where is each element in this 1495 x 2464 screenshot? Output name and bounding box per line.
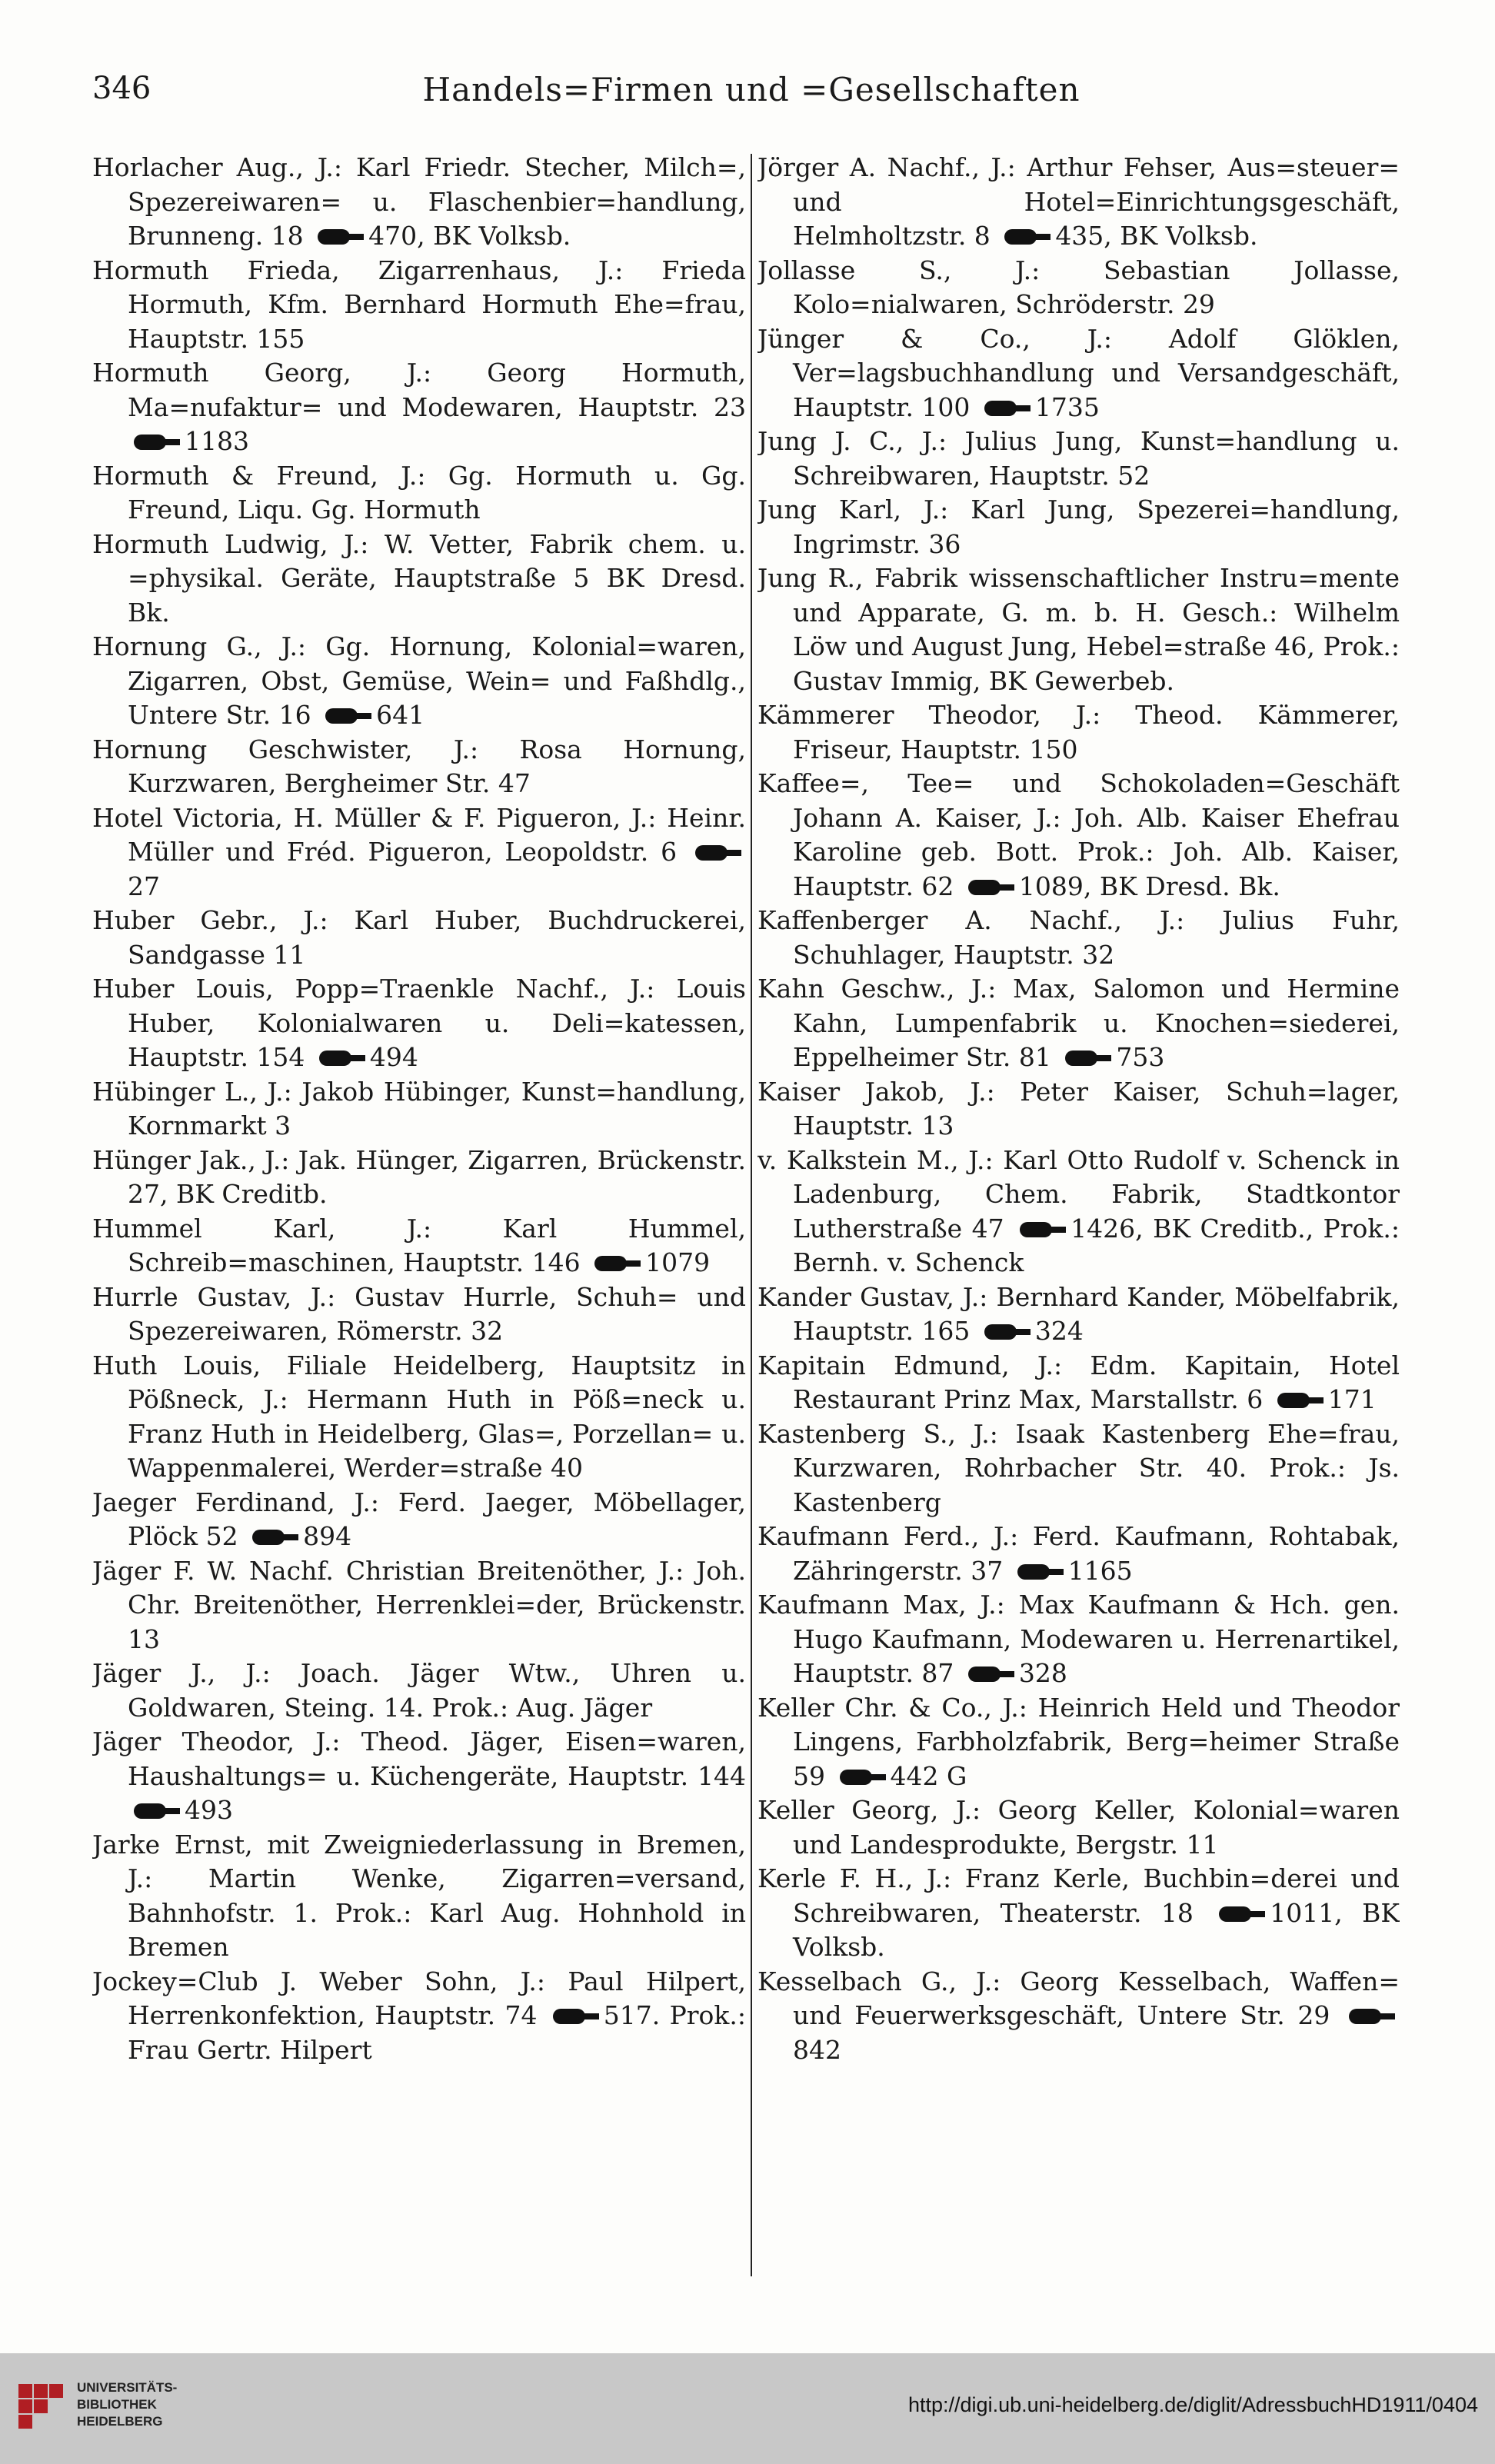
entry-text: Hormuth & Freund, J.: Gg. Hormuth u. Gg. Freund, Liqu. Gg. Hormuth xyxy=(92,460,746,524)
telephone-icon xyxy=(316,1048,367,1068)
phone-number: 27 xyxy=(128,871,160,901)
entry-text: Jünger & Co., J.: Adolf Glöklen, Ver=lagsbuchhandlung und Versandgeschäft, Hauptstr. 100 xyxy=(757,323,1400,422)
library-name xyxy=(77,2379,177,2430)
directory-entry xyxy=(757,1280,1400,1349)
entry-text: Jung J. C., J.: Julius Jung, Kunst=handlung u. Schreibwaren, Hauptstr. 52 xyxy=(757,426,1400,491)
directory-entry xyxy=(92,972,746,1075)
telephone-icon xyxy=(1062,1048,1113,1068)
directory-entry xyxy=(92,733,746,801)
directory-entry xyxy=(757,698,1400,767)
directory-entry xyxy=(92,356,746,459)
directory-entry xyxy=(92,1144,746,1212)
entry-text: Jörger A. Nachf., J.: Arthur Fehser, Aus=steuer= und Hotel=Einrichtungsgeschäft, Helmholtzstr. 8 xyxy=(757,152,1400,251)
directory-entry xyxy=(757,561,1400,698)
entry-text: Kaiser Jakob, J.: Peter Kaiser, Schuh=lager, Hauptstr. 13 xyxy=(757,1076,1400,1140)
phone-number: 324 xyxy=(1034,1316,1084,1346)
left-column xyxy=(92,151,746,2289)
library-name-line: HEIDELBERG xyxy=(77,2414,163,2429)
telephone-icon xyxy=(591,1254,642,1274)
entry-text: Hornung G., J.: Gg. Hornung, Kolonial=waren, Zigarren, Obst, Gemüse, Wein= und Faßhdlg., Untere Str. 16 xyxy=(92,631,746,730)
directory-entry xyxy=(757,1862,1400,1965)
directory-entry xyxy=(757,1793,1400,1862)
directory-entry xyxy=(92,904,746,972)
entry-text: Keller Georg, J.: Georg Keller, Kolonial=waren und Landesprodukte, Bergstr. 11 xyxy=(757,1795,1400,1860)
entry-text: Jollasse S., J.: Sebastian Jollasse, Kolo=nialwaren, Schröderstr. 29 xyxy=(757,255,1400,319)
phone-number: 517. xyxy=(603,2000,661,2030)
entry-text-continued: BK Creditb., Prok.: Bernh. v. Schenck xyxy=(793,1213,1400,1277)
phone-number: 641 xyxy=(376,700,425,730)
entry-text: Hotel Victoria, H. Müller & F. Pigueron, J.: Heinr. Müller und Fréd. Pigueron, Leopoldstr. 6 xyxy=(92,802,746,867)
directory-entry xyxy=(92,1349,746,1486)
entry-text: Kaufmann Max, J.: Max Kaufmann & Hch. gen. Hugo Kaufmann, Modewaren u. Herrenartikel, Hauptstr. 87 xyxy=(757,1590,1400,1688)
entry-text: Hornung Geschwister, J.: Rosa Hornung, Kurzwaren, Bergheimer Str. 47 xyxy=(92,734,746,798)
entry-text: Kaufmann Ferd., J.: Ferd. Kaufmann, Rohtabak, Zähringerstr. 37 xyxy=(757,1521,1400,1586)
entry-text: Kerle F. H., J.: Franz Kerle, Buchbin=derei und Schreibwaren, Theaterstr. 18 xyxy=(757,1863,1400,1928)
telephone-icon xyxy=(981,398,1032,418)
phone-number: 1735 xyxy=(1034,391,1100,422)
directory-entry xyxy=(757,1588,1400,1691)
entry-text: Kesselbach G., J.: Georg Kesselbach, Waffen= und Feuerwerksgeschäft, Untere Str. 29 xyxy=(757,1966,1400,2030)
directory-entry xyxy=(92,1965,746,2068)
page-header xyxy=(85,68,1418,117)
telephone-icon xyxy=(315,227,365,247)
entry-text: Hübinger L., J.: Jakob Hübinger, Kunst=handlung, Kornmarkt 3 xyxy=(92,1076,746,1140)
directory-entry xyxy=(757,904,1400,972)
right-column xyxy=(757,151,1400,2289)
directory-entry xyxy=(92,1657,746,1725)
telephone-icon xyxy=(322,706,373,726)
directory-entry xyxy=(757,1520,1400,1588)
running-title: Handels=Firmen und =Gesellschaften xyxy=(422,71,1080,108)
telephone-icon xyxy=(965,1664,1016,1684)
directory-entry xyxy=(92,1828,746,1965)
directory-entry xyxy=(92,1075,746,1144)
column-divider xyxy=(751,154,752,2276)
directory-entry xyxy=(92,1725,746,1828)
telephone-icon xyxy=(1216,1904,1267,1924)
telephone-icon xyxy=(981,1322,1032,1342)
entry-text: Jäger F. W. Nachf. Christian Breitenöther, J.: Joh. Chr. Breitenöther, Herrenklei=der, Brückenstr. 13 xyxy=(92,1555,746,1654)
directory-entry xyxy=(757,1691,1400,1794)
footer-bar xyxy=(0,2353,1495,2464)
directory-entry xyxy=(92,1212,746,1280)
telephone-icon xyxy=(1014,1562,1065,1582)
library-name-line: BIBLIOTHEK xyxy=(77,2397,157,2412)
directory-entry xyxy=(757,1144,1400,1280)
entry-text: Kahn Geschw., J.: Max, Salomon und Hermine Kahn, Lumpenfabrik u. Knochen=siederei, Eppelheimer Str. 81 xyxy=(757,974,1400,1072)
source-url-link[interactable]: http://digi.ub.uni-heidelberg.de/diglit/AdressbuchHD1911/0404 xyxy=(908,2393,1478,2416)
entry-text: Kapitain Edmund, J.: Edm. Kapitain, Hotel Restaurant Prinz Max, Marstallstr. 6 xyxy=(757,1350,1400,1414)
entry-text: Kander Gustav, J.: Bernhard Kander, Möbelfabrik, Hauptstr. 165 xyxy=(757,1281,1400,1346)
entry-text: Kastenberg S., J.: Isaak Kastenberg Ehe=frau, Kurzwaren, Rohrbacher Str. 40. Prok.: Js. Kastenberg xyxy=(757,1418,1400,1517)
telephone-icon xyxy=(1346,2006,1397,2026)
entry-text: Keller Chr. & Co., J.: Heinrich Held und Theodor Lingens, Farbholzfabrik, Berg=heimer Straße 59 xyxy=(757,1692,1400,1791)
library-name-line: UNIVERSITÄTS- xyxy=(77,2380,178,2395)
phone-number: 435, BK Volksb. xyxy=(1055,221,1258,251)
entry-text: Hummel Karl, J.: Karl Hummel, Schreib=maschinen, Hauptstr. 146 xyxy=(92,1213,746,1277)
entry-text: Huber Louis, Popp=Traenkle Nachf., J.: Louis Huber, Kolonialwaren u. Deli=katessen, Hauptstr. 154 xyxy=(92,974,746,1072)
directory-entry xyxy=(757,322,1400,425)
directory-entry xyxy=(92,801,746,904)
entry-text: Hormuth Georg, J.: Georg Hormuth, Ma=nufaktur= und Modewaren, Hauptstr. 23 xyxy=(92,358,746,422)
entry-text: Jaeger Ferdinand, J.: Ferd. Jaeger, Möbellager, Plöck 52 xyxy=(92,1487,746,1551)
telephone-icon xyxy=(837,1767,887,1787)
telephone-icon xyxy=(1017,1220,1067,1240)
directory-entry xyxy=(92,630,746,733)
directory-entry xyxy=(757,1965,1400,2068)
telephone-icon xyxy=(692,843,743,863)
telephone-icon xyxy=(965,877,1016,897)
phone-number: 1183 xyxy=(185,426,249,456)
directory-entry xyxy=(92,528,746,631)
directory-entry xyxy=(757,493,1400,561)
phone-number: 442 G xyxy=(890,1760,967,1791)
entry-text: Horlacher Aug., J.: Karl Friedr. Stecher, Milch=, Spezereiwaren= u. Flaschenbier=handlung, Brunneng. 18 xyxy=(92,152,746,251)
entry-text: Jäger J., J.: Joach. Jäger Wtw., Uhren u. Goldwaren, Steing. 14. Prok.: Aug. Jäger xyxy=(92,1658,746,1723)
entry-text: Hünger Jak., J.: Jak. Hünger, Zigarren, Brückenstr. 27, BK Creditb. xyxy=(92,1144,746,1209)
entry-text: Jäger Theodor, J.: Theod. Jäger, Eisen=waren, Haushaltungs= u. Küchengeräte, Hauptstr. 144 xyxy=(92,1726,746,1791)
directory-entry xyxy=(757,425,1400,493)
entry-text: Hormuth Frieda, Zigarrenhaus, J.: Frieda Hormuth, Kfm. Bernhard Hormuth Ehe=frau, Hauptstr. 155 xyxy=(92,255,746,354)
entry-text: v. Kalkstein M., J.: Karl Otto Rudolf v. Schenck in Ladenburg, Chem. Fabrik, Stadtkontor Lutherstraße 47 xyxy=(757,1144,1400,1244)
entry-text: Jung Karl, J.: Karl Jung, Spezerei=handlung, Ingrimstr. 36 xyxy=(757,494,1400,559)
phone-number: 171 xyxy=(1327,1384,1377,1414)
directory-entry xyxy=(757,972,1400,1075)
telephone-icon xyxy=(550,2006,601,2026)
directory-entry xyxy=(757,254,1400,322)
telephone-icon xyxy=(1001,227,1052,247)
entry-text: Hormuth Ludwig, J.: W. Vetter, Fabrik chem. u. =physikal. Geräte, Hauptstraße 5 BK Dresd. Bk. xyxy=(92,528,746,628)
entry-text-continued: Prok.: Frau Gertr. Hilpert xyxy=(128,2000,746,2065)
entry-text: Kämmerer Theodor, J.: Theod. Kämmerer, Friseur, Hauptstr. 150 xyxy=(757,700,1400,764)
directory-entry xyxy=(757,1075,1400,1144)
directory-entry xyxy=(757,1349,1400,1417)
directory-entry xyxy=(757,767,1400,904)
phone-number: 894 xyxy=(303,1521,352,1551)
directory-entry xyxy=(757,1417,1400,1520)
entry-text-continued: BK Dresd. Bk. xyxy=(1099,871,1280,901)
phone-number: 1089, xyxy=(1018,871,1092,901)
page-number: 346 xyxy=(92,71,151,106)
phone-number: 493 xyxy=(185,1795,233,1825)
directory-entry xyxy=(92,1486,746,1554)
entry-text: Jarke Ernst, mit Zweigniederlassung in Bremen, J.: Martin Wenke, Zigarren=versand, Bahnhofstr. 1. Prok.: Karl Aug. Hohnhold in Bremen xyxy=(92,1829,746,1962)
telephone-icon xyxy=(1274,1390,1325,1410)
phone-number: 328 xyxy=(1018,1658,1067,1688)
phone-number: 842 xyxy=(793,2034,841,2065)
phone-number: 1079 xyxy=(645,1247,711,1277)
directory-entry xyxy=(92,151,746,254)
telephone-icon xyxy=(131,1801,181,1821)
directory-entry xyxy=(92,1280,746,1349)
entry-text: Huth Louis, Filiale Heidelberg, Hauptsitz in Pößneck, J.: Hermann Huth in Pöß=neck u. Franz Huth in Heidelberg, Glas=, Porzellan= u. Wappenmalerei, Werder=straße 40 xyxy=(92,1350,746,1483)
phone-number: 753 xyxy=(1116,1042,1165,1072)
phone-number: 494 xyxy=(369,1042,418,1072)
entry-text: Jung R., Fabrik wissenschaftlicher Instru=mente und Apparate, G. m. b. H. Gesch.: Wilhelm Löw und August Jung, Hebel=straße 46, Prok.: Gustav Immig, BK Gewerbeb. xyxy=(757,563,1400,696)
university-library-logo-icon xyxy=(17,2382,65,2430)
telephone-icon xyxy=(131,432,181,452)
directory-entry xyxy=(92,459,746,528)
entry-text: Jockey=Club J. Weber Sohn, J.: Paul Hilpert, Herrenkonfektion, Hauptstr. 74 xyxy=(92,1966,746,2030)
directory-entry xyxy=(92,254,746,357)
phone-number: 1011, BK Volksb. xyxy=(793,1897,1400,1962)
phone-number: 470, BK Volksb. xyxy=(368,221,571,251)
phone-number: 1165 xyxy=(1067,1555,1133,1586)
directory-entry xyxy=(757,151,1400,254)
entry-text: Hurrle Gustav, J.: Gustav Hurrle, Schuh= und Spezereiwaren, Römerstr. 32 xyxy=(92,1281,746,1346)
telephone-icon xyxy=(249,1527,300,1547)
directory-entry xyxy=(92,1554,746,1657)
entry-text: Huber Gebr., J.: Karl Huber, Buchdruckerei, Sandgasse 11 xyxy=(92,905,746,970)
entry-text: Kaffee=, Tee= und Schokoladen=Geschäft Johann A. Kaiser, J.: Joh. Alb. Kaiser Ehefrau Karoline geb. Bott. Prok.: Joh. Alb. Kaiser, Hauptstr. 62 xyxy=(757,768,1400,901)
entry-text: Kaffenberger A. Nachf., J.: Julius Fuhr, Schuhlager, Hauptstr. 32 xyxy=(757,905,1400,970)
phone-number: 1426, xyxy=(1070,1213,1144,1244)
